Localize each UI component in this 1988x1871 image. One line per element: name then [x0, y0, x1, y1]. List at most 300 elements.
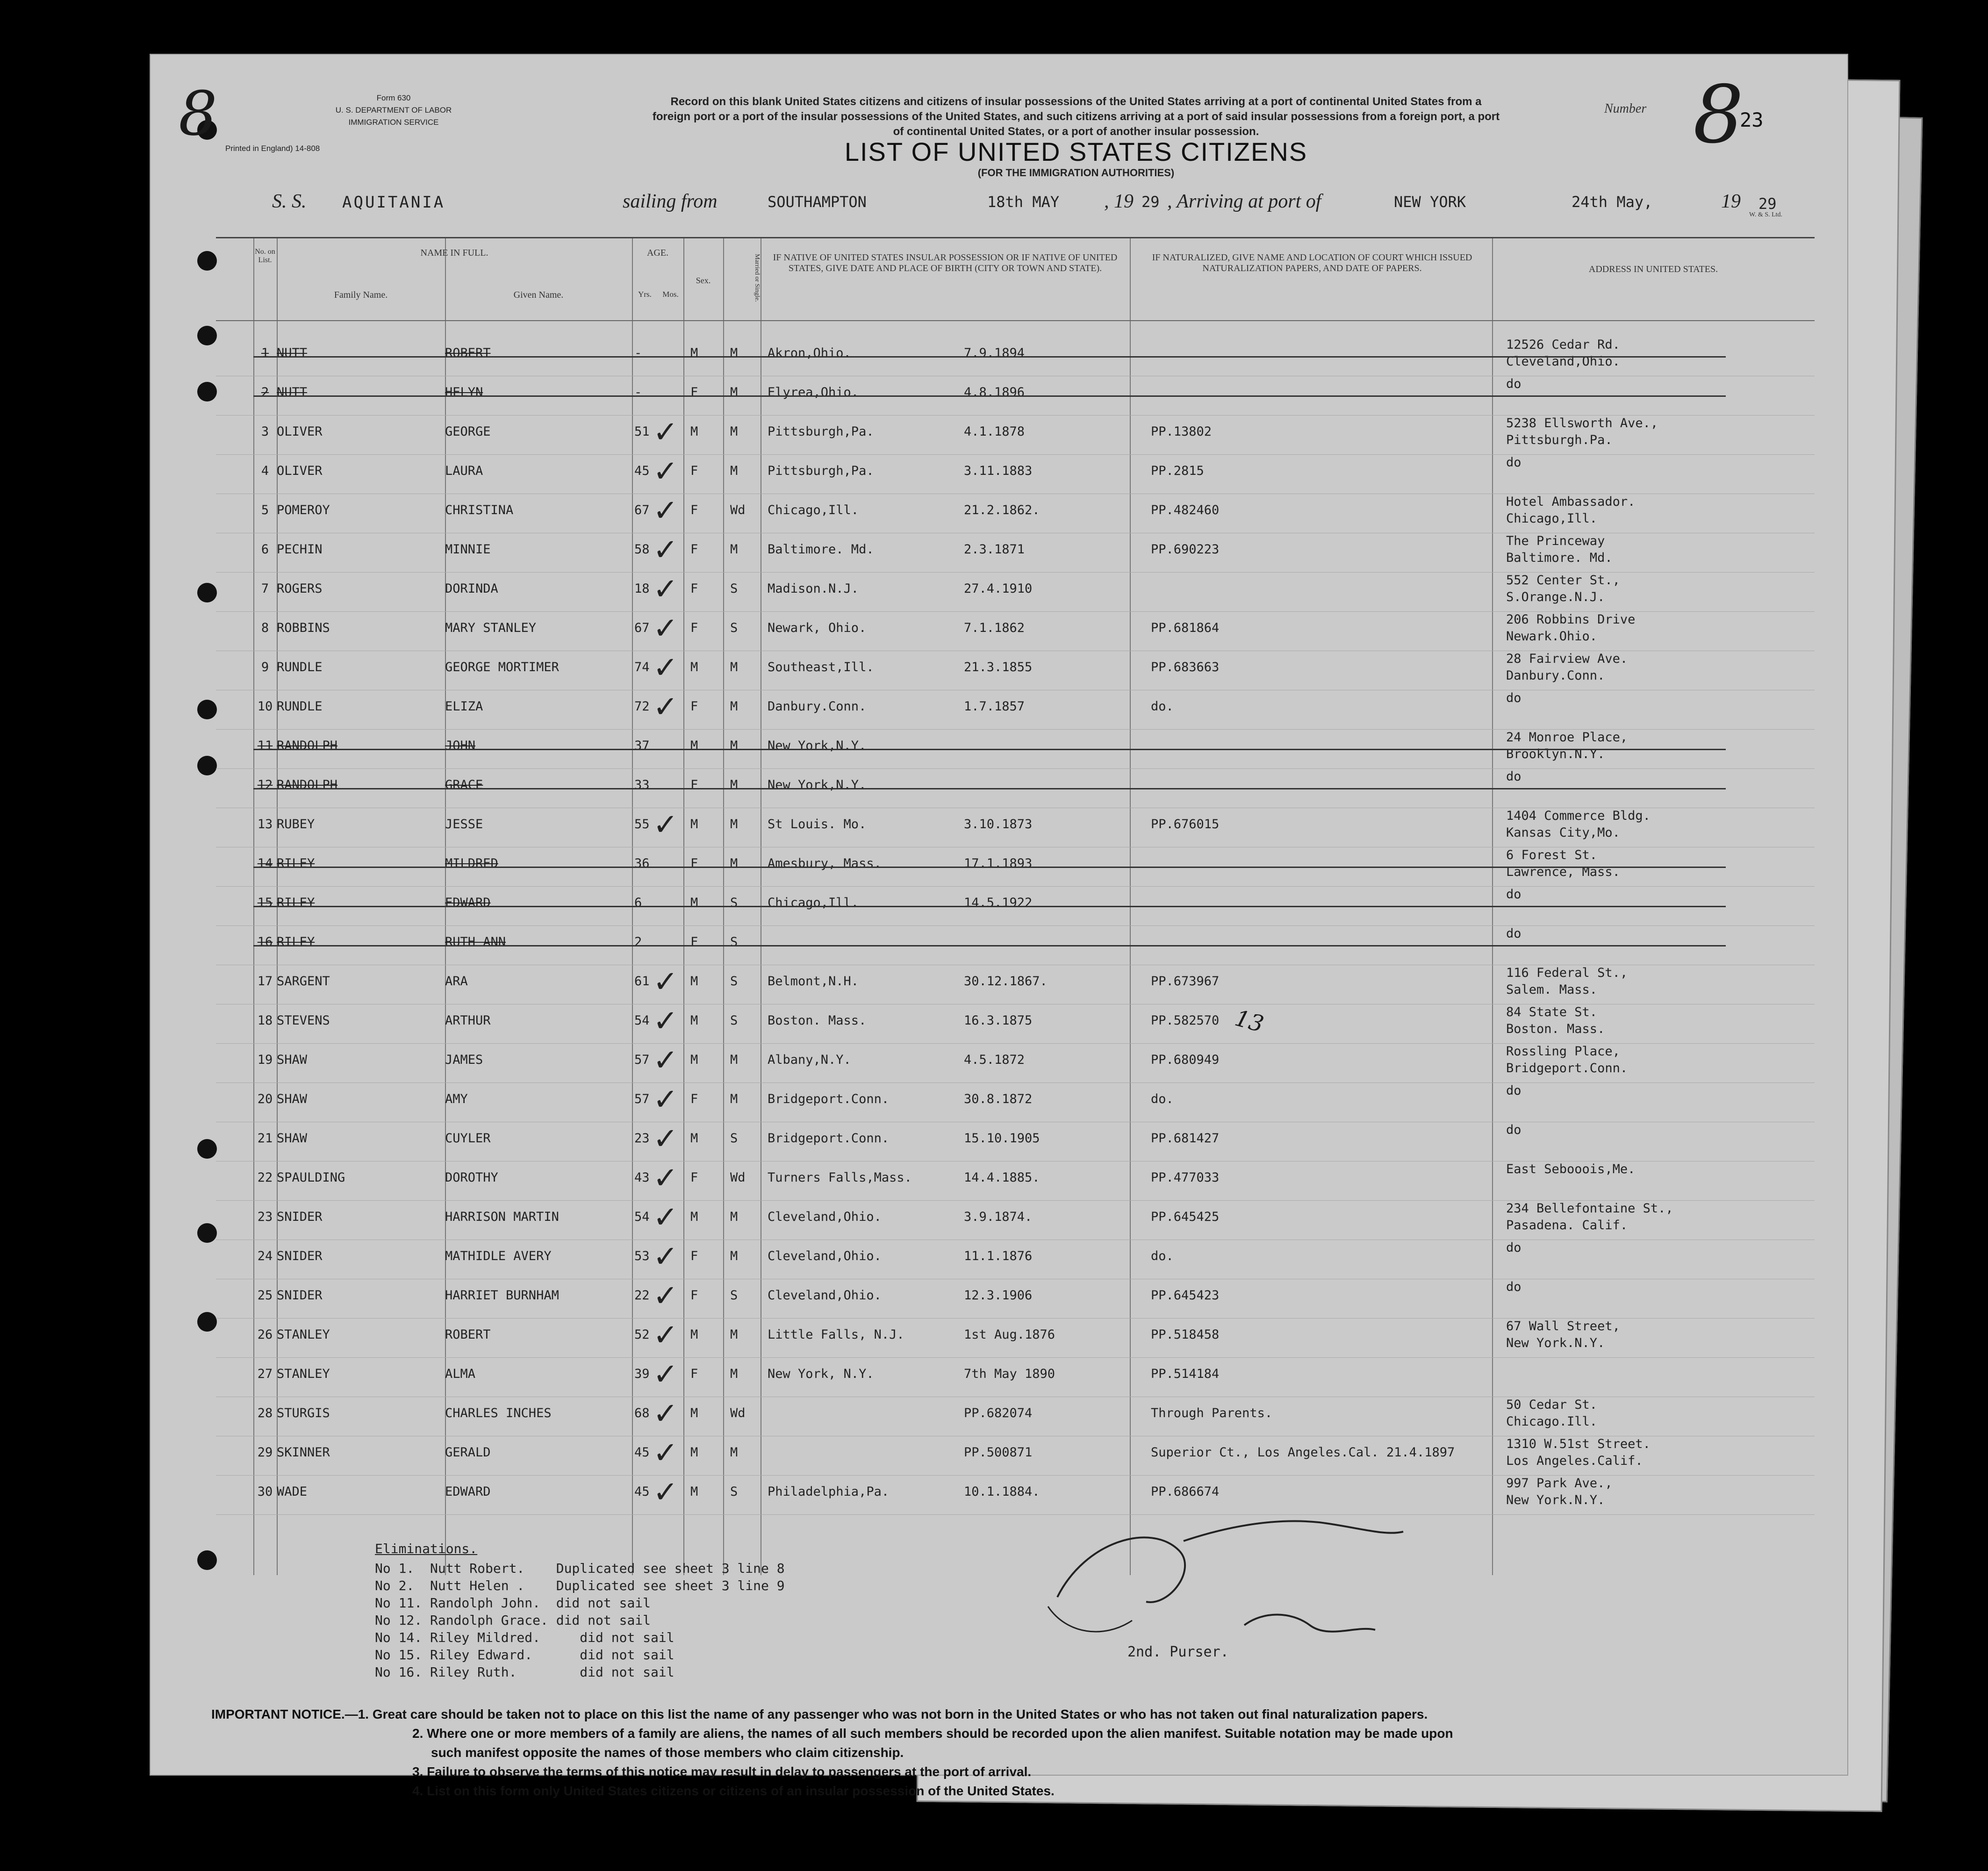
arrival-year-prefix: 19: [1721, 191, 1741, 212]
cell-family: PECHIN: [277, 542, 323, 557]
record-note-line: of continental United States, or a port of another insular possession.: [893, 125, 1259, 138]
voyage-line: [151, 186, 1847, 214]
elimination-line: No 16. Riley Ruth. did not sail: [375, 1664, 675, 1680]
cell-place: Bridgeport.Conn.: [768, 1092, 890, 1106]
cell-family: SPAULDING: [277, 1170, 345, 1185]
cell-given: DORINDA: [445, 581, 498, 596]
cell-given: AMY: [445, 1092, 468, 1106]
cell-ms: M: [730, 542, 738, 557]
punch-hole: [197, 1550, 217, 1570]
cell-given: MARY STANLEY: [445, 621, 537, 635]
address-line: 84 State St.: [1506, 1005, 1598, 1019]
elimination-line: No 14. Riley Mildred. did not sail: [375, 1630, 675, 1645]
cell-no: 13: [257, 817, 273, 832]
cell-nat: do.: [1151, 1092, 1174, 1106]
table-row: [216, 1397, 1815, 1436]
cell-place: Baltimore. Md.: [768, 542, 874, 557]
table-row: [216, 1318, 1815, 1358]
cell-date: 14.4.1885.: [964, 1170, 1040, 1185]
cell-ms: M: [730, 1053, 738, 1067]
cell-ms: S: [730, 896, 738, 910]
cell-sex: F: [690, 464, 698, 478]
cell-date: 11.1.1876: [964, 1249, 1033, 1263]
header-name: NAME IN FULL.: [420, 248, 488, 258]
address-line: East Sebooois,Me.: [1506, 1162, 1636, 1176]
signature: [1029, 1485, 1450, 1663]
cell-ms: M: [730, 856, 738, 871]
cell-address: [1506, 494, 1635, 527]
cell-nat: Superior Ct., Los Angeles.Cal. 21.4.1897: [1151, 1445, 1455, 1460]
cell-address: [1506, 376, 1522, 393]
cell-nat: PP.13802: [1151, 424, 1212, 439]
cell-nat: PP.582570: [1151, 1013, 1220, 1028]
cell-address: [1506, 1200, 1673, 1234]
table-row: [216, 1161, 1815, 1201]
header-birth: IF NATIVE OF UNITED STATES INSULAR POSSESSION OR IF NATIVE OF UNITED STATES, GIVE DATE AND PLACE OF BIRTH (CITY OR TOWN AND STATE).: [773, 252, 1118, 273]
cell-no: 16: [257, 935, 273, 949]
cell-given: EDWARD: [445, 1484, 491, 1499]
cell-place: Amesbury, Mass.: [768, 856, 882, 871]
cell-sex: F: [690, 621, 698, 635]
cell-ms: M: [730, 660, 738, 674]
cell-no: 28: [257, 1406, 273, 1420]
from-port: SOUTHAMPTON: [768, 193, 867, 211]
cell-sex: F: [690, 699, 698, 714]
cell-ms: M: [730, 385, 738, 400]
cell-ms: S: [730, 581, 738, 596]
table-row: [216, 768, 1815, 808]
table-row: [216, 847, 1815, 887]
cell-nat: PP.681427: [1151, 1131, 1220, 1146]
number-label: Number: [1604, 101, 1647, 116]
check-mark-icon: ✓: [653, 965, 678, 999]
address-line: Boston. Mass.: [1506, 1022, 1605, 1036]
cell-age: 53: [634, 1249, 650, 1263]
cell-nat: PP.673967: [1151, 974, 1220, 989]
arrival-date: 24th May,: [1572, 193, 1653, 211]
check-mark-icon: ✓: [653, 1318, 678, 1353]
cell-address: [1506, 847, 1620, 881]
cell-ms: S: [730, 1013, 738, 1028]
header-no: No. on List.: [255, 248, 275, 264]
printed-note: Printed in England) 14-808: [225, 144, 320, 153]
cell-age: 61: [634, 974, 650, 989]
cell-nat: PP.686674: [1151, 1484, 1220, 1499]
cell-no: 30: [257, 1484, 273, 1499]
table-row: [216, 1043, 1815, 1083]
check-mark-icon: ✓: [653, 808, 678, 842]
cell-place: Pittsburgh,Pa.: [768, 424, 874, 439]
cell-place: Boston. Mass.: [768, 1013, 867, 1028]
cell-family: ROGERS: [277, 581, 323, 596]
cell-date: 7.9.1894: [964, 346, 1025, 360]
table-row: [216, 808, 1815, 847]
table-row: [216, 1357, 1815, 1397]
elimination-line: No 11. Randolph John. did not sail: [375, 1595, 651, 1611]
cell-no: 11: [257, 738, 273, 753]
cell-given: EDWARD: [445, 896, 491, 910]
notice-item: 1. Great care should be taken not to place on this list the name of any passenger who was not born in the United States or who has not taken out final naturalization papers.: [358, 1707, 1428, 1721]
cell-given: ARA: [445, 974, 468, 989]
table-row: [216, 533, 1815, 573]
cell-address: [1506, 533, 1613, 566]
cell-given: MINNIE: [445, 542, 491, 557]
punch-hole: [197, 1139, 217, 1159]
cell-date: 30.12.1867.: [964, 974, 1048, 989]
cell-no: 7: [261, 581, 269, 596]
manifest-page: [150, 54, 1848, 1798]
cell-given: ELIZA: [445, 699, 483, 714]
table-row: [216, 415, 1815, 455]
cell-ms: S: [730, 974, 738, 989]
cell-nat: PP.690223: [1151, 542, 1220, 557]
check-mark-icon: ✓: [653, 690, 678, 724]
cell-given: MATHIDLE AVERY: [445, 1249, 552, 1263]
table-row: [216, 454, 1815, 494]
address-line: New York.N.Y.: [1506, 1493, 1605, 1507]
check-mark-icon: ✓: [653, 651, 678, 685]
cell-address: [1506, 1279, 1522, 1296]
table-row: [216, 886, 1815, 926]
sailing-label: sailing from: [623, 191, 718, 212]
record-note-line: Record on this blank United States citizens and citizens of insular possessions of the United States arriving at a port of continental United States from a: [670, 95, 1482, 108]
address-line: Lawrence, Mass.: [1506, 865, 1620, 879]
cell-address: [1506, 965, 1628, 998]
cell-address: [1506, 768, 1522, 785]
cell-given: GEORGE MORTIMER: [445, 660, 559, 674]
check-mark-icon: ✓: [653, 533, 678, 567]
cell-date: 14.5.1922: [964, 896, 1033, 910]
cell-place: Newark, Ohio.: [768, 621, 867, 635]
cell-address: [1506, 415, 1658, 449]
strike-through-line: [253, 945, 1726, 946]
table-row: [216, 1436, 1815, 1476]
cell-sex: F: [690, 935, 698, 949]
cell-family: STURGIS: [277, 1406, 330, 1420]
address-line: S.Orange.N.J.: [1506, 590, 1605, 604]
cell-family: SNIDER: [277, 1249, 323, 1263]
address-line: 5238 Ellsworth Ave.,: [1506, 416, 1658, 430]
cell-nat: do.: [1151, 699, 1174, 714]
cell-nat: PP.645423: [1151, 1288, 1220, 1303]
cell-given: JOHN: [445, 738, 476, 753]
cell-sex: F: [690, 1367, 698, 1381]
strike-through-line: [253, 749, 1726, 750]
cell-ms: S: [730, 935, 738, 949]
cell-place: Turners Falls,Mass.: [768, 1170, 912, 1185]
header-address: ADDRESS IN UNITED STATES.: [1588, 264, 1718, 274]
corner-mark: 8: [179, 78, 217, 149]
page-title: LIST OF UNITED STATES CITIZENS: [844, 137, 1308, 166]
cell-nat: PP.676015: [1151, 817, 1220, 832]
table-row: [216, 1082, 1815, 1122]
cell-family: NUTT: [277, 385, 308, 400]
cell-nat: PP.681864: [1151, 621, 1220, 635]
cell-family: RUNDLE: [277, 699, 323, 714]
address-line: do: [1506, 1240, 1522, 1255]
cell-sex: F: [690, 1288, 698, 1303]
cell-address: [1506, 1436, 1651, 1470]
table-row: [216, 376, 1815, 416]
table-row: [216, 337, 1815, 376]
cell-age: 67: [634, 503, 650, 517]
cell-ms: M: [730, 1367, 738, 1381]
cell-given: ALMA: [445, 1367, 476, 1381]
cell-place: Cleveland,Ohio.: [768, 1249, 882, 1263]
address-line: do: [1506, 377, 1522, 391]
table-row: [216, 965, 1815, 1004]
check-mark-icon: ✓: [653, 1043, 678, 1078]
cell-no: 6: [261, 542, 269, 557]
check-mark-icon: ✓: [653, 1279, 678, 1313]
cell-ms: M: [730, 738, 738, 753]
cell-ms: M: [730, 1249, 738, 1263]
address-line: Los Angeles.Calif.: [1506, 1454, 1643, 1468]
notice-lead: IMPORTANT NOTICE.—: [211, 1707, 358, 1721]
punch-hole: [197, 1312, 217, 1332]
cell-place: Pittsburgh,Pa.: [768, 464, 874, 478]
cell-address: [1506, 454, 1522, 471]
cell-date: 3.10.1873: [964, 817, 1033, 832]
cell-sex: F: [690, 385, 698, 400]
check-mark-icon: ✓: [653, 494, 678, 528]
address-line: 116 Federal St.,: [1506, 966, 1628, 980]
to-port: NEW YORK: [1394, 193, 1466, 211]
cell-no: 14: [257, 856, 273, 871]
cell-no: 29: [257, 1445, 273, 1460]
cell-ms: Wd: [730, 1406, 746, 1420]
address-line: do: [1506, 926, 1522, 941]
cell-sex: F: [690, 542, 698, 557]
notice-item: 4. List on this form only United States citizens or citizens of an insular possession of the United States.: [412, 1784, 1055, 1798]
cell-date: 4.5.1872: [964, 1053, 1025, 1067]
address-line: Baltimore. Md.: [1506, 551, 1613, 565]
cell-ms: M: [730, 699, 738, 714]
cell-no: 1: [261, 346, 269, 360]
eliminations-title: Eliminations.: [375, 1541, 478, 1556]
cell-ms: Wd: [730, 1170, 746, 1185]
cell-family: STANLEY: [277, 1327, 330, 1342]
address-line: 28 Fairview Ave.: [1506, 652, 1628, 666]
strike-through-line: [253, 356, 1726, 358]
cell-place: Belmont,N.H.: [768, 974, 859, 989]
cell-sex: M: [690, 1053, 698, 1067]
cell-place: St Louis. Mo.: [768, 817, 867, 832]
cell-ms: M: [730, 1210, 738, 1224]
cell-date: 17.1.1893: [964, 856, 1033, 871]
header-family: Family Name.: [334, 290, 388, 300]
table-row: [216, 651, 1815, 690]
cell-age: -: [634, 346, 642, 360]
address-line: Kansas City,Mo.: [1506, 825, 1620, 840]
cell-sex: M: [690, 738, 698, 753]
cell-date: 1.7.1857: [964, 699, 1025, 714]
cell-sex: M: [690, 1327, 698, 1342]
cell-date: 3.9.1874.: [964, 1210, 1033, 1224]
cell-age: 45: [634, 1484, 650, 1499]
punch-hole: [197, 583, 217, 602]
cell-address: [1506, 337, 1620, 370]
cell-place: Cleveland,Ohio.: [768, 1210, 882, 1224]
cell-ms: M: [730, 464, 738, 478]
cell-age: 37: [634, 738, 650, 753]
cell-family: WADE: [277, 1484, 308, 1499]
table-row: [216, 611, 1815, 651]
cell-age: 67: [634, 621, 650, 635]
strike-through-line: [253, 867, 1726, 868]
cell-ms: S: [730, 1131, 738, 1146]
cell-given: GERALD: [445, 1445, 491, 1460]
cell-address: [1506, 1122, 1522, 1139]
cell-age: 39: [634, 1367, 650, 1381]
cell-sex: F: [690, 856, 698, 871]
service: IMMIGRATION SERVICE: [348, 118, 439, 127]
cell-address: [1506, 1475, 1613, 1509]
check-mark-icon: ✓: [653, 415, 678, 450]
cell-address: [1506, 1397, 1597, 1430]
cell-no: 19: [257, 1053, 273, 1067]
cell-nat: PP.514184: [1151, 1367, 1220, 1381]
cell-family: SKINNER: [277, 1445, 330, 1460]
cell-age: 57: [634, 1053, 650, 1067]
check-mark-icon: ✓: [653, 1004, 678, 1039]
cell-place: Elyrea,Ohio.: [768, 385, 859, 400]
cell-age: 23: [634, 1131, 650, 1146]
cell-no: 20: [257, 1092, 273, 1106]
cell-date: 12.3.1906: [964, 1288, 1033, 1303]
cell-sex: M: [690, 1406, 698, 1420]
address-line: 997 Park Ave.,: [1506, 1476, 1613, 1491]
cell-ms: M: [730, 778, 738, 792]
cell-date: PP.682074: [964, 1406, 1033, 1420]
cell-no: 10: [257, 699, 273, 714]
cell-given: ROBERT: [445, 346, 491, 360]
cell-nat: PP.680949: [1151, 1053, 1220, 1067]
notice-item: 2. Where one or more members of a family are aliens, the names of all such members should be recorded upon the alien manifest. Suitable notation may be made upon: [412, 1726, 1453, 1741]
sailing-date: 18th MAY: [987, 193, 1060, 211]
cell-family: RANDOLPH: [277, 738, 338, 753]
cell-address: [1506, 1043, 1628, 1077]
cell-family: SNIDER: [277, 1288, 323, 1303]
cell-age: 33: [634, 778, 650, 792]
cell-family: SARGENT: [277, 974, 330, 989]
cell-date: 30.8.1872: [964, 1092, 1033, 1106]
cell-sex: M: [690, 660, 698, 674]
notice-item: such manifest opposite the names of those members who claim citizenship.: [431, 1745, 904, 1760]
cell-nat: PP.2815: [1151, 464, 1204, 478]
table-row: [216, 572, 1815, 612]
cell-age: 74: [634, 660, 650, 674]
cell-family: OLIVER: [277, 424, 323, 439]
cell-date: 27.4.1910: [964, 581, 1033, 596]
cell-given: HELYN: [445, 385, 483, 400]
address-line: Chicago.Ill.: [1506, 1414, 1598, 1429]
cell-sex: F: [690, 503, 698, 517]
cell-family: NUTT: [277, 346, 308, 360]
check-mark-icon: ✓: [653, 1122, 678, 1156]
ship-name: AQUITANIA: [342, 193, 445, 212]
cell-place: Akron,Ohio.: [768, 346, 851, 360]
address-line: 67 Wall Street,: [1506, 1319, 1620, 1333]
cell-age: 36: [634, 856, 650, 871]
cell-address: [1506, 1004, 1605, 1038]
cell-ms: M: [730, 346, 738, 360]
punch-hole: [197, 756, 217, 775]
cell-ms: S: [730, 621, 738, 635]
cell-sex: M: [690, 346, 698, 360]
cell-place: Little Falls, N.J.: [768, 1327, 904, 1342]
address-line: do: [1506, 769, 1522, 784]
cell-family: STANLEY: [277, 1367, 330, 1381]
cell-no: 18: [257, 1013, 273, 1028]
page-subtitle: (FOR THE IMMIGRATION AUTHORITIES): [977, 167, 1175, 179]
cell-age: -: [634, 385, 642, 400]
cell-family: OLIVER: [277, 464, 323, 478]
cell-given: ARTHUR: [445, 1013, 491, 1028]
cell-address: [1506, 651, 1628, 684]
cell-address: [1506, 729, 1628, 763]
cell-date: 4.8.1896: [964, 385, 1025, 400]
cell-no: 26: [257, 1327, 273, 1342]
punch-hole: [197, 382, 217, 401]
cell-date: 7th May 1890: [964, 1367, 1055, 1381]
header-age: AGE.: [646, 248, 669, 258]
cell-given: HARRISON MARTIN: [445, 1210, 559, 1224]
header-naturalized: IF NATURALIZED, GIVE NAME AND LOCATION OF COURT WHICH ISSUED NATURALIZATION PAPERS, AND DATE OF PAPERS.: [1152, 252, 1472, 273]
cell-age: 54: [634, 1013, 650, 1028]
stray-mark: 13: [1232, 1005, 1267, 1038]
cell-address: [1506, 690, 1522, 707]
address-line: do: [1506, 1123, 1522, 1137]
cell-place: Cleveland,Ohio.: [768, 1288, 882, 1303]
printer-mark: W. & S. Ltd.: [1749, 211, 1783, 218]
elimination-line: No 15. Riley Edward. did not sail: [375, 1647, 675, 1663]
cell-family: SHAW: [277, 1092, 308, 1106]
cell-given: MILDRED: [445, 856, 498, 871]
address-line: 206 Robbins Drive: [1506, 612, 1636, 627]
cell-nat: PP.482460: [1151, 503, 1220, 517]
address-line: 24 Monroe Place,: [1506, 730, 1628, 745]
cell-no: 22: [257, 1170, 273, 1185]
address-line: Pasadena. Calif.: [1506, 1218, 1628, 1233]
address-line: 12526 Cedar Rd.: [1506, 337, 1620, 352]
cell-ms: S: [730, 1288, 738, 1303]
elimination-line: No 2. Nutt Helen . Duplicated see sheet 3 line 9: [375, 1578, 785, 1593]
cell-sex: M: [690, 1131, 698, 1146]
arriving-label: , Arriving at port of: [1167, 191, 1321, 212]
cell-age: 43: [634, 1170, 650, 1185]
cell-given: HARRIET BURNHAM: [445, 1288, 559, 1303]
strike-through-line: [253, 395, 1726, 397]
cell-age: 54: [634, 1210, 650, 1224]
check-mark-icon: ✓: [653, 572, 678, 607]
cell-no: 3: [261, 424, 269, 439]
address-line: 6 Forest St.: [1506, 848, 1598, 862]
cell-family: SHAW: [277, 1053, 308, 1067]
address-line: New York.N.Y.: [1506, 1336, 1605, 1350]
cell-family: RANDOLPH: [277, 778, 338, 792]
address-line: 1404 Commerce Bldg.: [1506, 809, 1651, 823]
ss-label: S. S.: [272, 191, 307, 212]
cell-sex: M: [690, 1013, 698, 1028]
cell-date: PP.500871: [964, 1445, 1033, 1460]
cell-given: CHARLES INCHES: [445, 1406, 552, 1420]
cell-no: 23: [257, 1210, 273, 1224]
cell-date: 2.3.1871: [964, 542, 1025, 557]
year-prefix: , 19: [1104, 191, 1134, 212]
address-line: do: [1506, 887, 1522, 902]
cell-age: 22: [634, 1288, 650, 1303]
